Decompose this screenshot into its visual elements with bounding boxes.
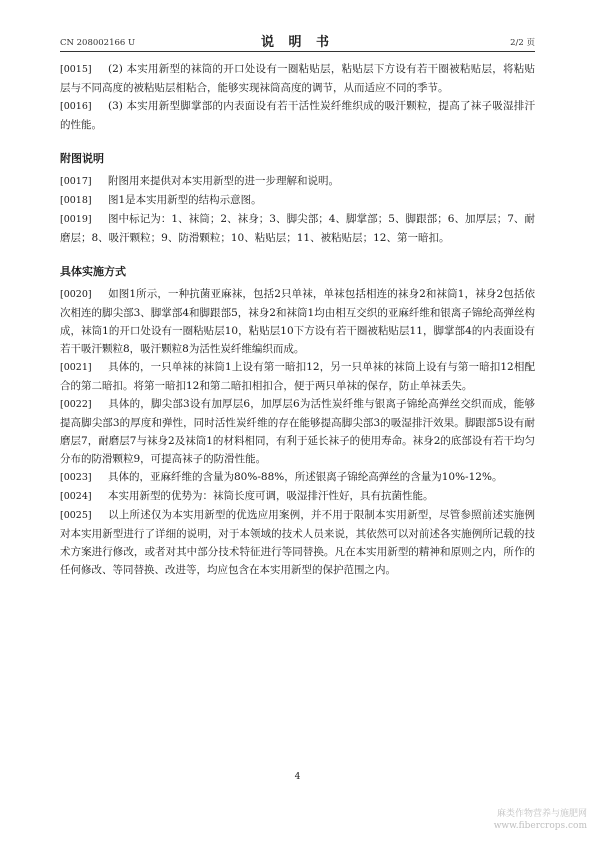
paragraph-number: [0024] (60, 491, 92, 502)
page-header (60, 30, 535, 52)
paragraph-text: 图1是本实用新型的结构示意图。 (108, 194, 262, 206)
document-title: 说 明 书 (260, 35, 335, 50)
paragraph-0022 (60, 395, 535, 468)
paragraph-text: 具体的，亚麻纤维的含量为80%-88%，所述银离子锦纶高弹丝的含量为10%-12%。 (108, 471, 503, 483)
paragraph-text: 具体的，一只单袜的袜筒1上设有第一暗扣12，另一只单袜的袜筒上设有与第一暗扣12相配合的第二暗扣。将第一暗扣12和第二暗扣相扣合，便于两只单袜的保存，防止单袜丢失。 (60, 361, 535, 392)
patent-number: CN 208002166 U (60, 38, 136, 48)
paragraph-0016 (60, 97, 535, 134)
paragraph-text: 如图1所示，一种抗菌亚麻袜，包括2只单袜，单袜包括相连的袜身2和袜筒1，袜身2包括依次相连的脚尖部3、脚掌部4和脚跟部5，袜身2和袜筒1均由相互交织的亚麻纤维和银离子锦纶高弹丝构成，袜筒1的开口处设有一圈粘贴层10，粘贴层10下方设有若干圈被粘贴层11，脚掌部4的内表面设有若干吸汗颗粒8，吸汗颗粒8为活性炭纤维编织而成。 (60, 288, 535, 355)
paragraph-number: [0016] (60, 101, 92, 112)
page-indicator: 2/2 页 (510, 38, 535, 48)
paragraph-number: [0021] (60, 362, 92, 373)
paragraph-text: 以上所述仅为本实用新型的优选应用案例，并不用于限制本实用新型，尽管参照前述实施例对本实用新型进行了详细的说明，对于本领域的技术人员来说，其依然可以对前述各实施例所记载的技术方案进行修改，或者对其中部分技术特征进行等同替换。凡在本实用新型的精神和原则之内，所作的任何修改、等同替换、改进等，均应包含在本实用新型的保护范围之内。 (60, 509, 535, 576)
watermark-title: 麻类作物营养与施肥网 (496, 809, 587, 819)
paragraph-0023 (60, 468, 535, 487)
paragraph-number: [0017] (60, 176, 92, 187)
paragraph-text: 图中标记为：1、袜筒；2、袜身；3、脚尖部；4、脚掌部；5、脚跟部；6、加厚层；7、耐磨层；8、吸汗颗粒；9、防滑颗粒；10、粘贴层；11、被粘贴层；12、第一暗扣。 (60, 213, 535, 244)
paragraph-0020 (60, 285, 535, 358)
watermark-url: www.fibercrops.com (493, 821, 587, 831)
paragraph-number: [0018] (60, 195, 92, 206)
paragraph-0015 (60, 60, 535, 97)
paragraph-text: (2) 本实用新型的袜筒的开口处设有一圈粘贴层，粘贴层下方设有若干圈被粘贴层，将粘贴层与不同高度的被粘贴层相粘合，能够实现袜筒高度的调节，从而适应不同的季节。 (60, 63, 535, 94)
paragraph-number: [0022] (60, 399, 92, 410)
paragraph-number: [0019] (60, 214, 92, 225)
paragraph-number: [0025] (60, 510, 92, 521)
page-number: 4 (294, 772, 301, 782)
paragraph-0021 (60, 358, 535, 395)
section-heading-figures: 附图说明 (60, 152, 104, 165)
paragraph-text: 本实用新型的优势为：袜筒长度可调，吸湿排汗性好，具有抗菌性能。 (108, 490, 434, 502)
paragraph-0024 (60, 487, 535, 506)
site-watermark (494, 808, 587, 832)
paragraph-text: 附图用来提供对本实用新型的进一步理解和说明。 (108, 175, 339, 187)
paragraph-text: (3) 本实用新型脚掌部的内表面设有若干活性炭纤维织成的吸汗颗粒，提高了袜子吸湿排汗的性能。 (60, 100, 535, 131)
paragraph-0018 (60, 191, 535, 210)
paragraph-number: [0015] (60, 64, 92, 75)
document-body (60, 60, 535, 579)
header-rule (60, 51, 535, 52)
section-heading-embodiment: 具体实施方式 (60, 265, 126, 278)
paragraph-number: [0023] (60, 472, 92, 483)
paragraph-number: [0020] (60, 289, 92, 300)
paragraph-0017 (60, 172, 535, 191)
paragraph-0025 (60, 506, 535, 579)
paragraph-0019 (60, 210, 535, 247)
paragraph-text: 具体的，脚尖部3设有加厚层6，加厚层6为活性炭纤维与银离子锦纶高弹丝交织而成，能够提高脚尖部3的厚度和弹性，同时活性炭纤维的存在能够提高脚尖部3的吸湿排汗效果。脚跟部5设有耐磨层7，耐磨层7与袜身2及袜筒1的材料相同，有利于延长袜子的使用寿命。袜身2的底部设有若干均匀分布的防滑颗粒9，可提高袜子的防滑性能。 (60, 398, 535, 465)
